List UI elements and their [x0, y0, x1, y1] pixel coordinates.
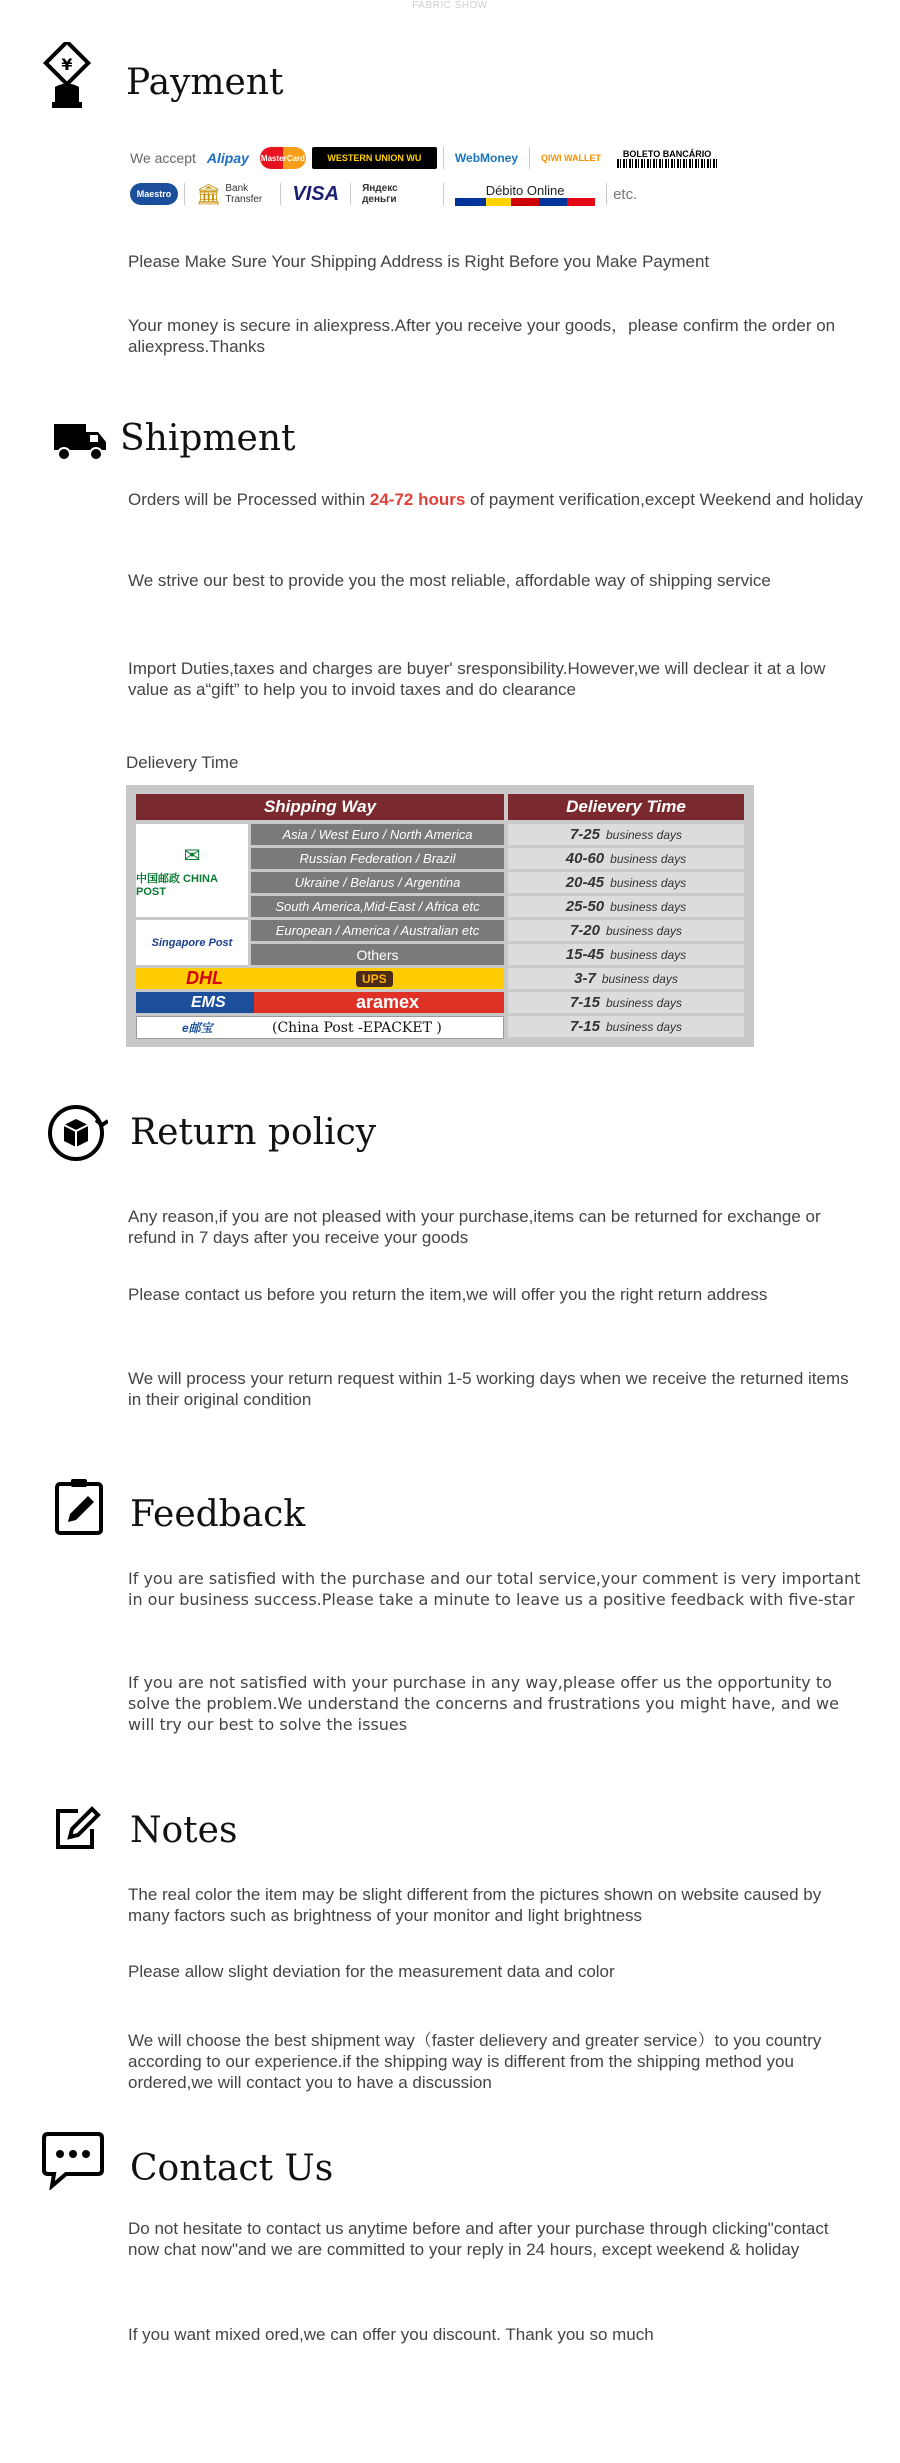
we-accept-label: We accept — [130, 150, 196, 166]
separator — [280, 183, 281, 205]
processing-time-highlight: 24-72 hours — [369, 490, 466, 509]
package-icon — [46, 1103, 108, 1168]
edit-note-icon — [52, 1805, 102, 1858]
boleto-logo: BOLETO BANCÁRIO — [612, 147, 722, 169]
notes-paragraph-2: Please allow slight deviation for the measurement data and color — [128, 1962, 615, 1981]
ups-logo: UPS — [356, 971, 393, 987]
region-row: European / America / Australian etc — [251, 920, 504, 941]
barcode-icon — [617, 159, 717, 168]
separator — [184, 183, 185, 205]
contact-paragraph-1: Do not hesitate to contact us anytime before and after your purchase through clicking"contact now chat now"and we are committed to your reply in 24 hours, except weekend & holiday — [128, 2219, 829, 2259]
time-cell: 7-20 business days — [508, 920, 744, 941]
notes-paragraph-1: The real color the item may be slight different from the pictures shown on website caused by many factors such as brightness of your monitor and light brightness — [128, 1885, 822, 1925]
region-row: Others — [251, 944, 504, 965]
dhl-ups-row — [136, 968, 504, 989]
separator — [443, 183, 444, 205]
region-row: Russian Federation / Brazil — [251, 848, 504, 869]
maestro-logo: Maestro — [130, 183, 178, 205]
feedback-paragraph-2: If you are not satisfied with your purchase in any way,please offer us the opportunity to solve the problem.We understand the concerns and frustrations you might have, and we will try our best to solve the issues — [128, 1673, 839, 1734]
china-post-icon: ✉ — [183, 845, 201, 867]
separator — [443, 147, 444, 169]
shipment-title: Shipment — [120, 418, 296, 459]
yandex-money-logo: Яндекс деньги — [362, 183, 398, 205]
payment-icon — [40, 42, 100, 117]
separator — [529, 147, 530, 169]
payment-paragraph-2: Your money is secure in aliexpress.After you receive your goods，please confirm the order on aliexpress.Thanks — [128, 316, 836, 356]
bank-transfer-logo: 🏛 Bank Transfer — [196, 183, 263, 206]
debito-online-logo: Débito Online — [450, 180, 600, 208]
chat-bubble-icon — [40, 2130, 106, 2195]
dhl-logo: DHL — [186, 968, 223, 988]
singapore-post-logo: Singapore Post — [136, 920, 248, 965]
top-note: FABRIC SHOW — [412, 0, 488, 11]
mastercard-logo: MasterCard — [260, 147, 306, 169]
shipment-paragraph-1: Orders will be Processed within 24-72 hours of payment verification,except Weekend and holiday — [128, 490, 863, 509]
return-policy-title: Return policy — [130, 1112, 377, 1153]
notes-title: Notes — [130, 1810, 238, 1851]
western-union-logo: WESTERN UNION WU — [312, 147, 437, 169]
delivery-time-label: Delievery Time — [126, 753, 239, 772]
bank-icon: 🏛 — [196, 183, 222, 206]
delivery-time-header: Delievery Time — [508, 794, 744, 820]
shipping-table — [126, 785, 754, 1047]
feedback-title: Feedback — [130, 1494, 306, 1535]
payment-paragraph-1: Please Make Sure Your Shipping Address is Right Before you Make Payment — [128, 252, 710, 271]
payment-logos-row-1 — [130, 147, 722, 169]
clipboard-pen-icon — [54, 1478, 106, 1541]
e-post-logo: e邮宝 — [182, 1021, 213, 1035]
time-cell: 20-45 business days — [508, 872, 744, 893]
qiwi-logo: QIWI WALLET — [541, 153, 602, 163]
ems-aramex-row — [136, 992, 504, 1013]
notes-paragraph-3: We will choose the best shipment way（faster delievery and greater service）to you country according to our experience.if the shipping way is different from the shipping method you ordered,we will contact you to have a discussion — [128, 2031, 822, 2092]
return-paragraph-3: We will process your return request within 1-5 working days when we receive the returned items in their original condition — [128, 1369, 849, 1409]
region-row: Ukraine / Belarus / Argentina — [251, 872, 504, 893]
time-cell: 40-60 business days — [508, 848, 744, 869]
feedback-paragraph-1: If you are satisfied with the purchase and our total service,your comment is very important in our business success.Please take a minute to leave us a positive feedback with five-star — [128, 1569, 861, 1609]
time-cell: 3-7 business days — [508, 968, 744, 989]
shipment-paragraph-2: We strive our best to provide you the most reliable, affordable way of shipping service — [128, 571, 771, 590]
etc-label: etc. — [613, 185, 638, 203]
ems-logo: EMS — [191, 993, 226, 1011]
aramex-logo: aramex — [356, 992, 420, 1012]
separator — [606, 183, 607, 205]
time-cell: 7-25 business days — [508, 824, 744, 845]
bank-logos-strip — [455, 198, 595, 206]
contact-paragraph-2: If you want mixed ored,we can offer you discount. Thank you so much — [128, 2325, 654, 2344]
region-row: South America,Mid-East / Africa etc — [251, 896, 504, 917]
china-post-logo: ✉ 中国邮政 CHINA POST — [136, 824, 248, 917]
separator — [350, 183, 351, 205]
region-row: Asia / West Euro / North America — [251, 824, 504, 845]
shipment-paragraph-3: Import Duties,taxes and charges are buyer' sresponsibility.However,we will declear it at a low value as a“gift” to help you to invoid taxes and do clearance — [128, 659, 826, 699]
shipping-way-header: Shipping Way — [136, 794, 504, 820]
contact-title: Contact Us — [130, 2148, 334, 2189]
truck-icon — [54, 422, 106, 467]
time-cell: 15-45 business days — [508, 944, 744, 965]
svg-text:¥: ¥ — [61, 55, 73, 74]
return-paragraph-2: Please contact us before you return the item,we will offer you the right return address — [128, 1285, 768, 1304]
payment-title: Payment — [126, 62, 284, 103]
alipay-logo: Alipay — [206, 150, 249, 166]
time-cell: 25-50 business days — [508, 896, 744, 917]
epacket-row — [136, 1016, 504, 1039]
return-paragraph-1: Any reason,if you are not pleased with your purchase,items can be returned for exchange or refund in 7 days after you receive your goods — [128, 1207, 821, 1247]
time-cell: 7-15 business days — [508, 992, 744, 1013]
payment-logos-row-2 — [130, 180, 637, 208]
webmoney-logo: WebMoney — [454, 151, 519, 165]
epacket-label: (China Post -EPACKET ) — [272, 1019, 442, 1036]
visa-logo: VISA — [292, 182, 340, 205]
time-cell: 7-15 business days — [508, 1016, 744, 1037]
